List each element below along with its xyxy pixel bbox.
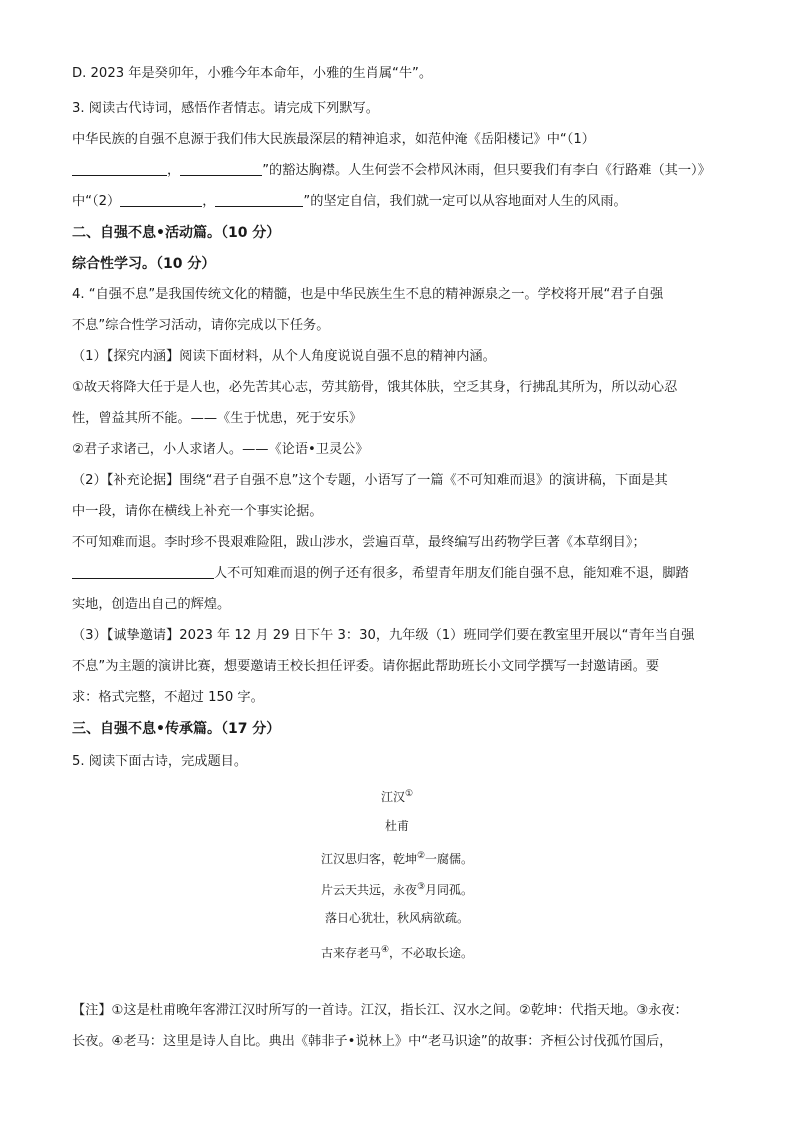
speech-excerpt-3: 实地，创造出自己的辉煌。: [72, 597, 231, 612]
poem-line-3: 落日心犹壮，秋风病欲疏。: [324, 911, 469, 925]
poem-line-2: 片云天共远，永夜③月同孤。: [320, 882, 474, 897]
material-2: ②君子求诸己，小人求诸人。——《论语•卫灵公》: [72, 442, 369, 457]
note-marker-4: ④: [380, 945, 390, 955]
task-2-prompt: （2）【补充论据】围绕“君子自强不息”这个专题，小语写了一篇《不可知难而退》的演讲稿，下面是其: [72, 473, 668, 488]
question-5-prompt: 5. 阅读下面古诗，完成题目。: [72, 754, 248, 769]
annotation-2: 长夜。④老马：这里是诗人自比。典出《韩非子•说林上》中“老马识途”的故事：齐桓公讨伐孤竹国后，: [72, 1034, 673, 1049]
poem-line-1: 江汉思归客，乾坤②一腐儒。: [320, 851, 474, 866]
answer-blank-evidence[interactable]: [72, 564, 214, 579]
material-1: ①故天将降大任于是人也，必先苦其心志，劳其筋骨，饿其体肤，空乏其身，行拂乱其所为，所以动心忍: [72, 380, 678, 395]
task-2-prompt-2: 中一段，请你在横线上补充一个事实论据。: [72, 504, 323, 519]
poem-line-4: 古来存老马④，不必取长途。: [320, 945, 474, 960]
answer-blank-2a[interactable]: [120, 192, 202, 207]
answer-blank-1b[interactable]: [180, 161, 262, 176]
speech-excerpt-2: 人不可知难而退的例子还有很多，希望青年朋友们能自强不息，能知难不退，脚踏: [72, 564, 689, 584]
answer-blank-1a[interactable]: [72, 161, 167, 176]
note-marker-3: ③: [416, 882, 426, 892]
question-3-text: 中华民族的自强不息源于我们伟大民族最深层的精神追求，如范仲淹《岳阳楼记》中“（1）: [72, 132, 595, 147]
question-3-prompt: 3. 阅读古代诗词，感悟作者情志。请完成下列默写。: [72, 101, 379, 116]
question-3-line-2: ， ”的豁达胸襟。人生何尝不会栉风沐雨，但只要我们有李白《行路难（其一）》: [72, 161, 711, 181]
task-3-prompt-2: 不息”为主题的演讲比赛，想要邀请王校长担任评委。请你据此帮助班长小文同学撰写一封邀请函。要: [72, 659, 660, 674]
question-3-line-3: 中“（2） ， ”的坚定自信，我们就一定可以从容地面对人生的风雨。: [72, 194, 627, 209]
material-1-cont: 性，曾益其所不能。——《生于忧患，死于安乐》: [72, 411, 363, 426]
note-marker-1: ①: [404, 789, 414, 799]
task-3-prompt-3: 求：格式完整，不超过 150 字。: [72, 690, 264, 705]
section-3-heading: 三、自强不息•传承篇。（17 分）: [72, 721, 281, 737]
task-1-prompt: （1）【探究内涵】阅读下面材料，从个人角度说说自强不息的精神内涵。: [72, 349, 496, 364]
section-2-heading: 二、自强不息•活动篇。（10 分）: [72, 225, 281, 241]
subsection-heading: 综合性学习。（10 分）: [72, 256, 216, 272]
option-d: D. 2023 年是癸卯年，小雅今年本命年，小雅的生肖属“牛”。: [72, 66, 433, 81]
task-3-prompt: （3）【诚挚邀请】2023 年 12 月 29 日下午 3：30，九年级（1）班同学们要在教室里开展以“青年当自强: [72, 628, 695, 643]
note-marker-2: ②: [416, 851, 426, 861]
answer-blank-2b[interactable]: [215, 192, 303, 207]
question-4-text: 4. “自强不息”是我国传统文化的精髓，也是中华民族生生不息的精神源泉之一。学校将开展“君子自强: [72, 287, 664, 302]
question-4-text-2: 不息”综合性学习活动，请你完成以下任务。: [72, 318, 330, 333]
annotation: 【注】①这是杜甫晚年客滞江汉时所写的一首诗。江汉，指长江、汉水之间。②乾坤：代指天地。③永夜：: [72, 1003, 688, 1018]
speech-excerpt: 不可知难而退。李时珍不畏艰难险阻，跋山涉水，尝遍百草，最终编写出药物学巨著《本草纲目》；: [72, 535, 646, 550]
poem-title: 江汉①: [380, 789, 414, 804]
poem-author: 杜甫: [384, 819, 409, 833]
